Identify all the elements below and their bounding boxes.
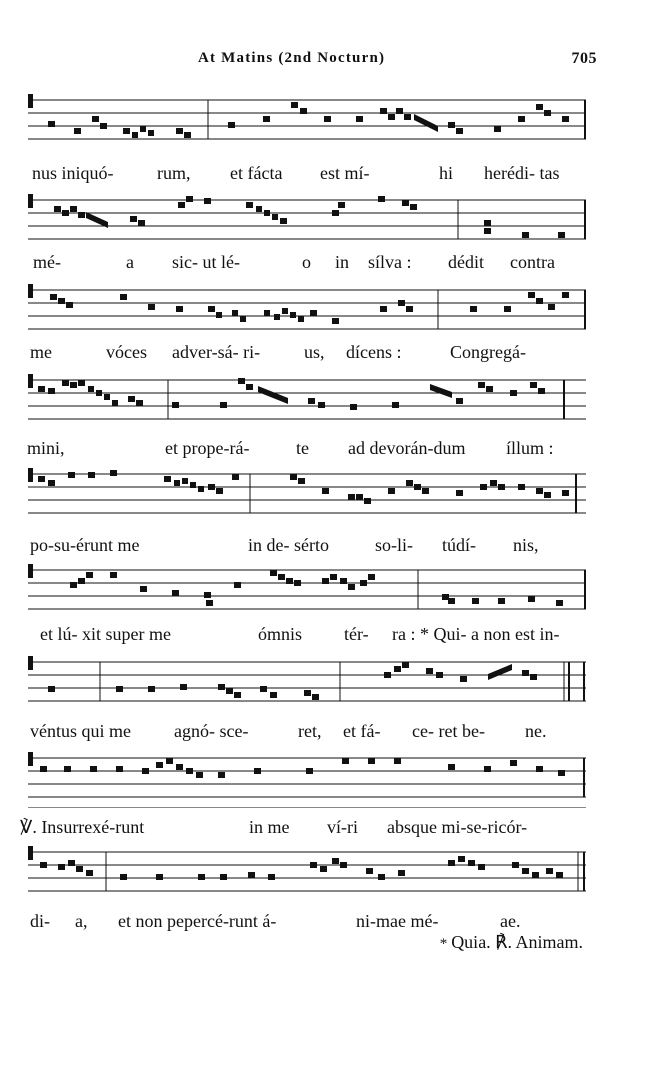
music-staff-8	[28, 750, 586, 808]
repeat-cue-text: Quia. ℟. Animam.	[451, 932, 583, 952]
lyric-syllable: hi	[439, 163, 454, 183]
chant-notation	[28, 466, 586, 522]
lyric-syllable: íllum :	[506, 438, 554, 458]
lyric-syllable: mé-	[33, 252, 61, 272]
lyric-syllable: véntus qui me	[30, 721, 131, 741]
lyric-syllable: agnó- sce-	[174, 721, 249, 741]
chant-notation	[28, 750, 586, 808]
music-staff-7	[28, 654, 586, 712]
lyric-syllable: dícens :	[346, 342, 402, 362]
chant-notation	[28, 92, 586, 154]
page-header	[0, 50, 659, 72]
lyric-syllable: et prope-rá-	[165, 438, 250, 458]
chant-notation	[28, 654, 586, 712]
music-staff-4	[28, 372, 586, 430]
lyric-syllable: ni-mae mé-	[356, 911, 439, 931]
lyric-syllable: est mí-	[320, 163, 370, 183]
lyric-syllable: sic- ut lé-	[172, 252, 240, 272]
lyric-syllable: túdí-	[442, 535, 476, 555]
chant-notation	[28, 844, 586, 902]
asterisk-icon: *	[439, 936, 448, 952]
lyric-syllable: tér-	[344, 624, 369, 644]
music-staff-9	[28, 844, 586, 902]
music-staff-2	[28, 192, 586, 250]
lyric-syllable: in	[335, 252, 350, 272]
lyric-syllable: ví-ri	[327, 817, 358, 837]
chant-notation	[28, 282, 586, 338]
lyric-syllable: nis,	[513, 535, 539, 555]
lyric-syllable: et lú- xit super me	[40, 624, 171, 644]
lyric-syllable: o	[302, 252, 311, 272]
lyric-syllable: vóces	[106, 342, 147, 362]
lyric-syllable: a,	[75, 911, 88, 931]
lyric-syllable: ce- ret be-	[412, 721, 485, 741]
chant-notation	[28, 192, 586, 250]
lyric-syllable: rum,	[157, 163, 191, 183]
lyric-syllable: di-	[30, 911, 50, 931]
lyric-syllable: us,	[304, 342, 325, 362]
lyric-syllable: in de- sérto	[248, 535, 329, 555]
lyric-syllable: et fá-	[343, 721, 381, 741]
music-staff-1	[28, 92, 586, 154]
lyric-syllable: adver-sá- ri-	[172, 342, 261, 362]
page-title: At Matins (2nd Nocturn)	[198, 50, 386, 66]
lyric-syllable: et non pepercé-runt á-	[118, 911, 277, 931]
lyric-syllable: dédit	[448, 252, 484, 272]
music-staff-5	[28, 466, 586, 522]
lyric-syllable: te	[296, 438, 309, 458]
lyric-syllable: po-su-érunt me	[30, 535, 140, 555]
lyric-syllable: ra : * Qui- a non est in-	[392, 624, 560, 644]
lyric-syllable: Congregá-	[450, 342, 526, 362]
lyric-syllable: ae.	[500, 911, 521, 931]
lyric-syllable: mini,	[27, 438, 65, 458]
repeat-cue	[440, 932, 583, 953]
lyric-syllable: me	[30, 342, 52, 362]
lyric-syllable: ret,	[298, 721, 322, 741]
lyric-syllable: so-li-	[375, 535, 413, 555]
lyric-syllable: et fácta	[230, 163, 283, 183]
lyric-syllable: contra	[510, 252, 555, 272]
chant-notation	[28, 372, 586, 430]
lyric-syllable: sílva :	[368, 252, 412, 272]
lyric-syllable: ℣. Insurrexé-runt	[20, 817, 145, 837]
lyric-syllable: ómnis	[258, 624, 303, 644]
page-number: 705	[571, 50, 597, 67]
lyric-syllable: absque mi-se-ricór-	[387, 817, 528, 837]
music-staff-3	[28, 282, 586, 338]
chant-notation	[28, 562, 586, 618]
lyric-syllable: nus iniquó-	[32, 163, 114, 183]
lyric-syllable: a	[126, 252, 134, 272]
lyric-syllable: ne.	[525, 721, 547, 741]
lyric-syllable: in me	[249, 817, 290, 837]
lyric-syllable: ad devorán-dum	[348, 438, 466, 458]
lyric-syllable: herédi- tas	[484, 163, 560, 183]
music-staff-6	[28, 562, 586, 618]
